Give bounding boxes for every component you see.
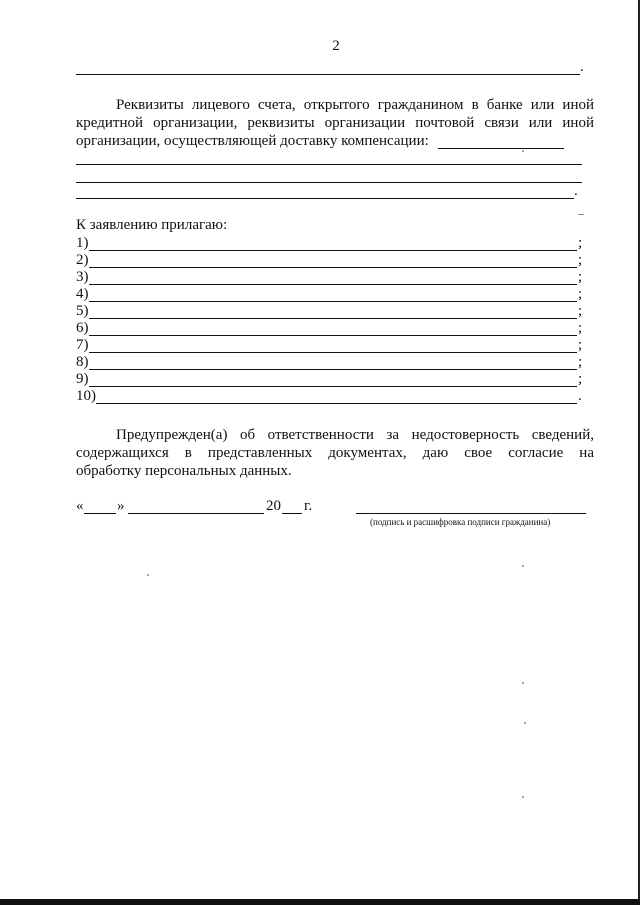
scan-speck xyxy=(522,796,524,798)
date-year-suffix: г. xyxy=(304,498,313,514)
page-number: 2 xyxy=(332,38,340,54)
bank-details-line-2: кредитной организации, реквизиты организации почтовой связи или иной xyxy=(76,115,594,131)
attachment-number: 6) xyxy=(76,320,89,336)
scan-edge-bottom xyxy=(0,899,640,905)
bank-details-line-1: Реквизиты лицевого счета, открытого гражданином в банке или иной xyxy=(116,97,594,113)
bank-details-line-3: организации, осуществляющей доставку компенсации: xyxy=(76,133,429,149)
scan-speck xyxy=(522,682,524,684)
bank-details-blank-3[interactable] xyxy=(76,182,574,199)
attachment-end: . xyxy=(578,388,582,404)
attachment-end: ; xyxy=(578,354,583,370)
attachment-blank[interactable] xyxy=(96,387,577,404)
signature-blank[interactable] xyxy=(356,497,586,514)
scan-speck xyxy=(524,722,526,724)
attachment-blank[interactable] xyxy=(89,234,577,251)
attachments-title: К заявлению прилагаю: xyxy=(76,217,228,233)
attachment-end: ; xyxy=(578,235,583,251)
attachment-blank[interactable] xyxy=(89,336,577,353)
bank-details-end-period: . xyxy=(574,183,578,199)
top-line-period: . xyxy=(580,59,584,75)
attachment-blank[interactable] xyxy=(89,319,577,336)
bank-details-inline-blank[interactable] xyxy=(438,132,564,149)
attachment-number: 8) xyxy=(76,354,89,370)
attachment-number: 10) xyxy=(76,388,96,404)
date-month-blank[interactable] xyxy=(128,497,264,514)
attachment-number: 9) xyxy=(76,371,89,387)
attachment-end: ; xyxy=(578,252,583,268)
attachment-end: ; xyxy=(578,303,583,319)
attachment-end: ; xyxy=(578,320,583,336)
scan-speck xyxy=(522,565,524,567)
attachment-number: 3) xyxy=(76,269,89,285)
attachment-blank[interactable] xyxy=(89,370,577,387)
attachment-blank[interactable] xyxy=(89,251,577,268)
attachment-end: ; xyxy=(578,371,583,387)
attachment-end: ; xyxy=(578,269,583,285)
attachment-number: 4) xyxy=(76,286,89,302)
consent-line-2: содержащихся в представленных документах, даю свое согласие на xyxy=(76,445,594,461)
attachment-blank[interactable] xyxy=(89,302,577,319)
consent-line-3: обработку персональных данных. xyxy=(76,463,292,479)
attachment-end: ; xyxy=(578,337,583,353)
attachment-number: 2) xyxy=(76,252,89,268)
attachment-blank[interactable] xyxy=(89,285,577,302)
attachment-end: ; xyxy=(578,286,583,302)
bank-details-blank-2[interactable] xyxy=(76,166,582,183)
signature-caption: (подпись и расшифровка подписи гражданина) xyxy=(370,517,551,527)
attachment-number: 7) xyxy=(76,337,89,353)
consent-line-1: Предупрежден(а) об ответственности за недостоверность сведений, xyxy=(116,427,594,443)
date-open-quote: « xyxy=(76,498,84,514)
blank-line-top[interactable] xyxy=(76,58,580,75)
bank-details-blank-1[interactable] xyxy=(76,148,582,165)
scan-speck xyxy=(578,214,584,215)
scan-speck xyxy=(147,574,149,576)
date-close-quote: » xyxy=(117,498,125,514)
scan-speck xyxy=(522,150,524,152)
attachment-blank[interactable] xyxy=(89,268,577,285)
date-day-blank[interactable] xyxy=(84,497,116,514)
date-year-prefix: 20 xyxy=(266,498,281,514)
attachment-number: 5) xyxy=(76,303,89,319)
attachment-blank[interactable] xyxy=(89,353,577,370)
attachment-number: 1) xyxy=(76,235,89,251)
date-year-blank[interactable] xyxy=(282,497,302,514)
